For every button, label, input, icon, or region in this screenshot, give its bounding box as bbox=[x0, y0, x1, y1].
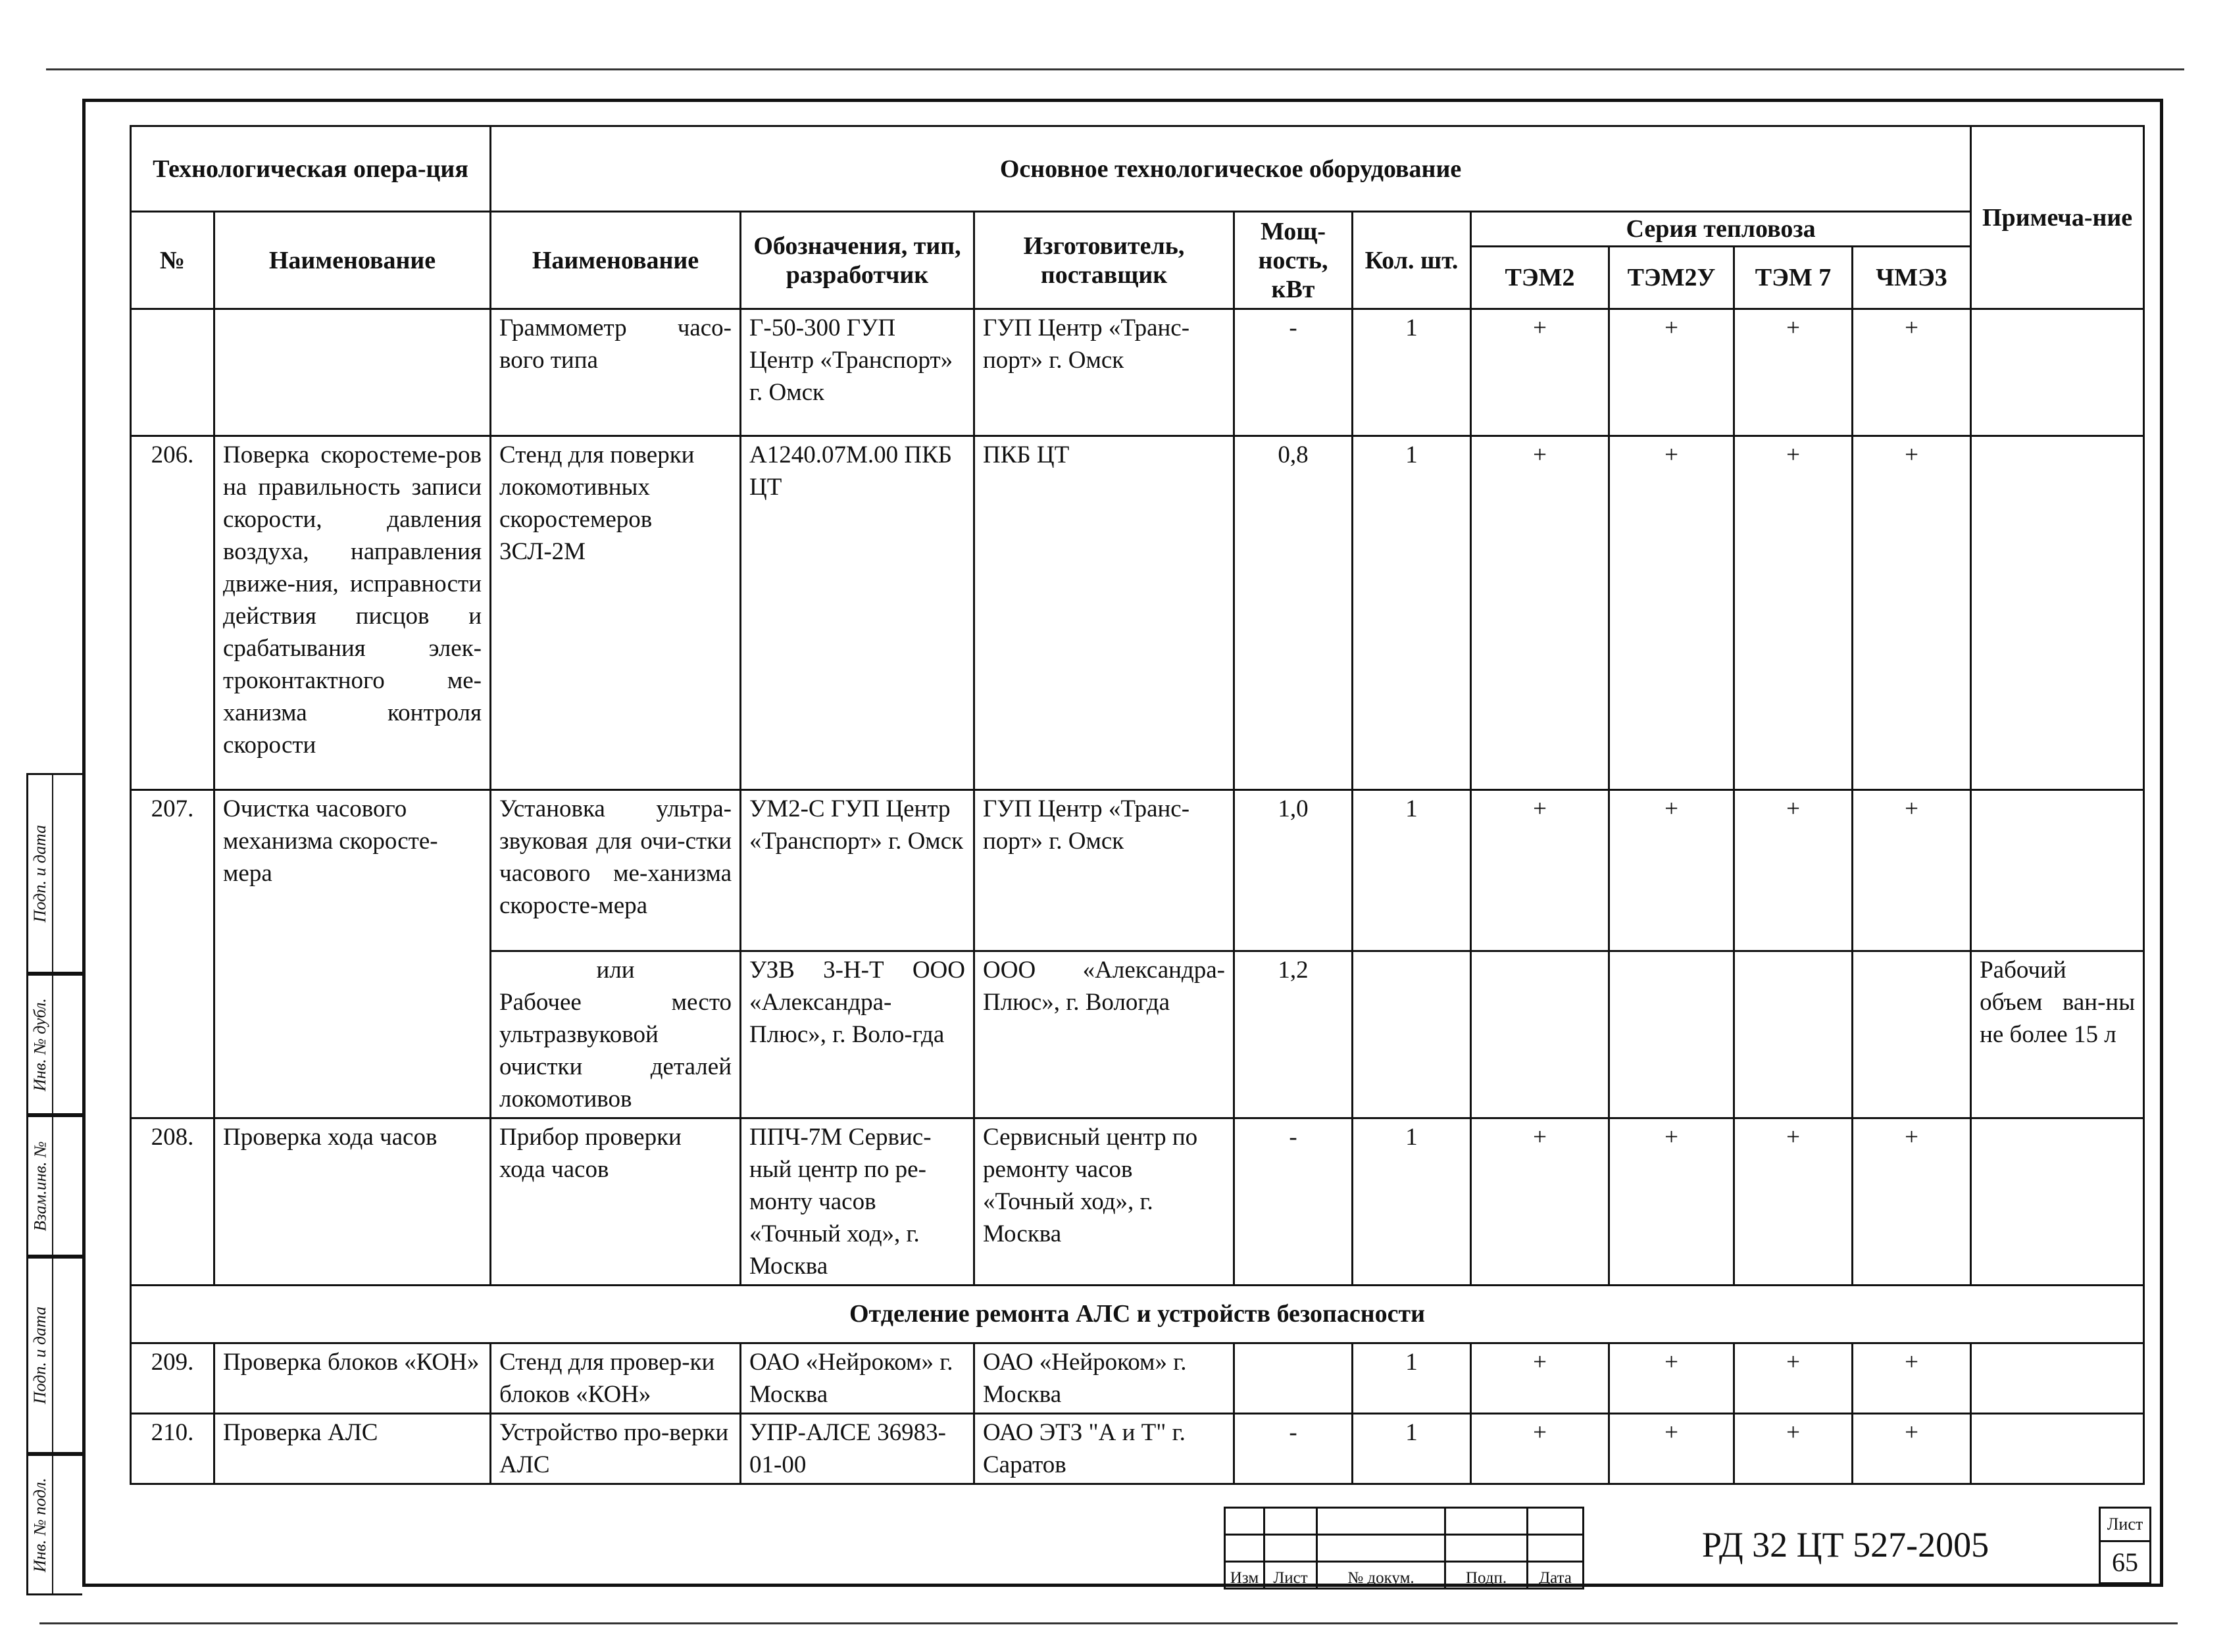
row-equipment: Граммометр часо-вого типа bbox=[491, 309, 741, 436]
row-series-tem2: + bbox=[1471, 1343, 1609, 1414]
row-note bbox=[1971, 1414, 2144, 1484]
document-number: РД 32 ЦТ 527-2005 bbox=[1701, 1524, 1989, 1564]
row-equipment: Прибор проверки хода часов bbox=[491, 1118, 741, 1286]
margin-stamp-replacement-inv bbox=[26, 1115, 82, 1257]
title-block-grid bbox=[1224, 1507, 1584, 1589]
header-equipment-group: Основное технологическое оборудование bbox=[491, 126, 1971, 212]
row-series-tem2: + bbox=[1471, 309, 1609, 436]
row-series-tem2u: + bbox=[1609, 436, 1734, 790]
header-row-2 bbox=[131, 212, 2144, 247]
row-power: - bbox=[1234, 309, 1353, 436]
header-col-designation: Обозначения, тип, разработчик bbox=[741, 212, 974, 309]
row-designation: УПР-АЛСЕ 36983-01-00 bbox=[741, 1414, 974, 1484]
row-qty bbox=[1353, 951, 1471, 1118]
row-series-tem7: + bbox=[1734, 309, 1853, 436]
row-equipment-name: Рабочее место ультразвуковой очистки деталей локомотивов bbox=[499, 989, 732, 1113]
margin-stamp-subscribe-date-2 bbox=[26, 1257, 82, 1454]
header-col-num: № bbox=[131, 212, 214, 309]
row-designation: УМ2-С ГУП Центр «Транспорт» г. Омск bbox=[741, 790, 974, 951]
row-power: - bbox=[1234, 1118, 1353, 1286]
row-note bbox=[1971, 436, 2144, 790]
row-series-tem2: + bbox=[1471, 1118, 1609, 1286]
row-note: Рабочий объем ван-ны не более 15 л bbox=[1971, 951, 2144, 1118]
header-operation-group: Технологическая опера-ция bbox=[131, 126, 491, 212]
header-row-1 bbox=[131, 126, 2144, 212]
row-equipment: Устройство про-верки АЛС bbox=[491, 1414, 741, 1484]
header-col-power: Мощ-ность, кВт bbox=[1234, 212, 1353, 309]
row-maker: ПКБ ЦТ bbox=[974, 436, 1234, 790]
row-note bbox=[1971, 1118, 2144, 1286]
row-equipment-or: или bbox=[596, 957, 635, 984]
table-row bbox=[131, 436, 2144, 790]
row-note bbox=[1971, 1343, 2144, 1414]
row-maker: ООО «Александра-Плюс», г. Вологда bbox=[974, 951, 1234, 1118]
row-power: 1,2 bbox=[1234, 951, 1353, 1118]
table-row bbox=[131, 1343, 2144, 1414]
row-series-tem7: + bbox=[1734, 1414, 1853, 1484]
title-block-labels bbox=[1225, 1562, 1584, 1589]
margin-stamp-subscribe-date-1 bbox=[26, 773, 82, 974]
row-qty: 1 bbox=[1353, 790, 1471, 951]
title-block-label: Лист bbox=[1264, 1562, 1317, 1589]
row-series-tem2u bbox=[1609, 951, 1734, 1118]
row-designation: ОАО «Нейроком» г. Москва bbox=[741, 1343, 974, 1414]
header-series-chme3: ЧМЭ3 bbox=[1853, 247, 1971, 309]
row-series-tem7: + bbox=[1734, 1118, 1853, 1286]
table-row bbox=[131, 309, 2144, 436]
row-series-chme3: + bbox=[1853, 309, 1971, 436]
title-block-label: Дата bbox=[1528, 1562, 1584, 1589]
row-series-tem7: + bbox=[1734, 436, 1853, 790]
margin-stamp-label: Подп. и дата bbox=[30, 1306, 49, 1405]
row-qty: 1 bbox=[1353, 1343, 1471, 1414]
row-series-tem7 bbox=[1734, 951, 1853, 1118]
row-operation bbox=[214, 309, 491, 436]
header-col-qty: Кол. шт. bbox=[1353, 212, 1471, 309]
row-series-chme3: + bbox=[1853, 790, 1971, 951]
margin-stamp-duplicate-inv bbox=[26, 974, 82, 1115]
title-block-label: № докум. bbox=[1317, 1562, 1445, 1589]
row-power: 1,0 bbox=[1234, 790, 1353, 951]
row-series-tem7: + bbox=[1734, 790, 1853, 951]
row-series-tem2u: + bbox=[1609, 1118, 1734, 1286]
row-operation: Проверка хода часов bbox=[214, 1118, 491, 1286]
header-series-tem2: ТЭМ2 bbox=[1471, 247, 1609, 309]
row-equipment: Стенд для поверки локомотивных скоростемеров 3СЛ-2М bbox=[491, 436, 741, 790]
row-num: 208. bbox=[131, 1118, 214, 1286]
row-series-tem2u: + bbox=[1609, 309, 1734, 436]
row-series-tem2: + bbox=[1471, 436, 1609, 790]
header-series-tem7: ТЭМ 7 bbox=[1734, 247, 1853, 309]
row-designation: Г-50-300 ГУП Центр «Транспорт» г. Омск bbox=[741, 309, 974, 436]
row-num: 209. bbox=[131, 1343, 214, 1414]
header-note: Примеча-ние bbox=[1971, 126, 2144, 309]
row-series-tem2: + bbox=[1471, 1414, 1609, 1484]
row-maker: Сервисный центр по ремонту часов «Точный ход», г. Москва bbox=[974, 1118, 1234, 1286]
margin-stamp-label: Инв. № подл. bbox=[30, 1477, 49, 1572]
row-num: 207. bbox=[131, 790, 214, 1118]
row-series-tem2: + bbox=[1471, 790, 1609, 951]
margin-stamp-label: Подп. и дата bbox=[30, 824, 49, 922]
row-series-tem7: + bbox=[1734, 1343, 1853, 1414]
sheet-label: Лист bbox=[2101, 1509, 2149, 1542]
row-series-tem2 bbox=[1471, 951, 1609, 1118]
header-series-group: Серия тепловоза bbox=[1471, 212, 1971, 247]
row-maker: ГУП Центр «Транс-порт» г. Омск bbox=[974, 790, 1234, 951]
row-maker: ОАО «Нейроком» г. Москва bbox=[974, 1343, 1234, 1414]
header-col-maker: Изготовитель, поставщик bbox=[974, 212, 1234, 309]
table-row bbox=[131, 1414, 2144, 1484]
row-series-tem2u: + bbox=[1609, 1414, 1734, 1484]
row-qty: 1 bbox=[1353, 1414, 1471, 1484]
row-equipment: Стенд для провер-ки блоков «КОН» bbox=[491, 1343, 741, 1414]
row-note bbox=[1971, 790, 2144, 951]
row-operation: Очистка часового механизма скоросте-мера bbox=[214, 790, 491, 1118]
row-designation: ППЧ-7М Сервис-ный центр по ре-монту часов «Точный ход», г. Москва bbox=[741, 1118, 974, 1286]
row-series-chme3: + bbox=[1853, 1414, 1971, 1484]
top-scan-line bbox=[46, 68, 2184, 70]
sheet-box bbox=[2099, 1507, 2151, 1584]
row-operation: Проверка блоков «КОН» bbox=[214, 1343, 491, 1414]
row-num: 206. bbox=[131, 436, 214, 790]
bottom-scan-line bbox=[39, 1622, 2178, 1624]
row-qty: 1 bbox=[1353, 309, 1471, 436]
margin-stamp-original-inv bbox=[26, 1454, 82, 1595]
title-block-label: Изм bbox=[1225, 1562, 1264, 1589]
header-col-operation-name: Наименование bbox=[214, 212, 491, 309]
row-series-chme3: + bbox=[1853, 1343, 1971, 1414]
table-row bbox=[131, 1118, 2144, 1286]
margin-stamp-label: Взам.инв. № bbox=[30, 1141, 50, 1231]
row-series-tem2u: + bbox=[1609, 1343, 1734, 1414]
row-power bbox=[1234, 1343, 1353, 1414]
row-equipment bbox=[491, 951, 741, 1118]
row-num bbox=[131, 309, 214, 436]
section-row bbox=[131, 1286, 2144, 1343]
row-series-tem2u: + bbox=[1609, 790, 1734, 951]
row-num: 210. bbox=[131, 1414, 214, 1484]
sheet-number: 65 bbox=[2112, 1547, 2138, 1577]
row-designation: А1240.07М.00 ПКБ ЦТ bbox=[741, 436, 974, 790]
row-equipment: Установка ультра-звуковая для очи-стки часового ме-ханизма скоросте-мера bbox=[491, 790, 741, 951]
row-maker: ОАО ЭТЗ "А и Т" г. Саратов bbox=[974, 1414, 1234, 1484]
section-title: Отделение ремонта АЛС и устройств безопасности bbox=[131, 1286, 2144, 1343]
header-series-tem2u: ТЭМ2У bbox=[1609, 247, 1734, 309]
row-maker: ГУП Центр «Транс-порт» г. Омск bbox=[974, 309, 1234, 436]
margin-stamp-label: Инв. № дубл. bbox=[30, 997, 49, 1091]
row-series-chme3: + bbox=[1853, 436, 1971, 790]
table-row bbox=[131, 790, 2144, 951]
row-series-chme3 bbox=[1853, 951, 1971, 1118]
equipment-table bbox=[130, 125, 2145, 1485]
header-col-equipment-name: Наименование bbox=[491, 212, 741, 309]
row-series-chme3: + bbox=[1853, 1118, 1971, 1286]
row-power: 0,8 bbox=[1234, 436, 1353, 790]
row-operation: Поверка скоростеме-ров на правильность записи скорости, давления воздуха, направления движе-ния, исправности действия писцов и срабатывания элек-троконтактного ме-ханизма контроля скорости bbox=[214, 436, 491, 790]
row-qty: 1 bbox=[1353, 1118, 1471, 1286]
row-note bbox=[1971, 309, 2144, 436]
row-qty: 1 bbox=[1353, 436, 1471, 790]
title-block-label: Подп. bbox=[1445, 1562, 1528, 1589]
row-operation: Проверка АЛС bbox=[214, 1414, 491, 1484]
row-power: - bbox=[1234, 1414, 1353, 1484]
row-designation: УЗВ 3-Н-Т ООО «Александра-Плюс», г. Воло-гда bbox=[741, 951, 974, 1118]
